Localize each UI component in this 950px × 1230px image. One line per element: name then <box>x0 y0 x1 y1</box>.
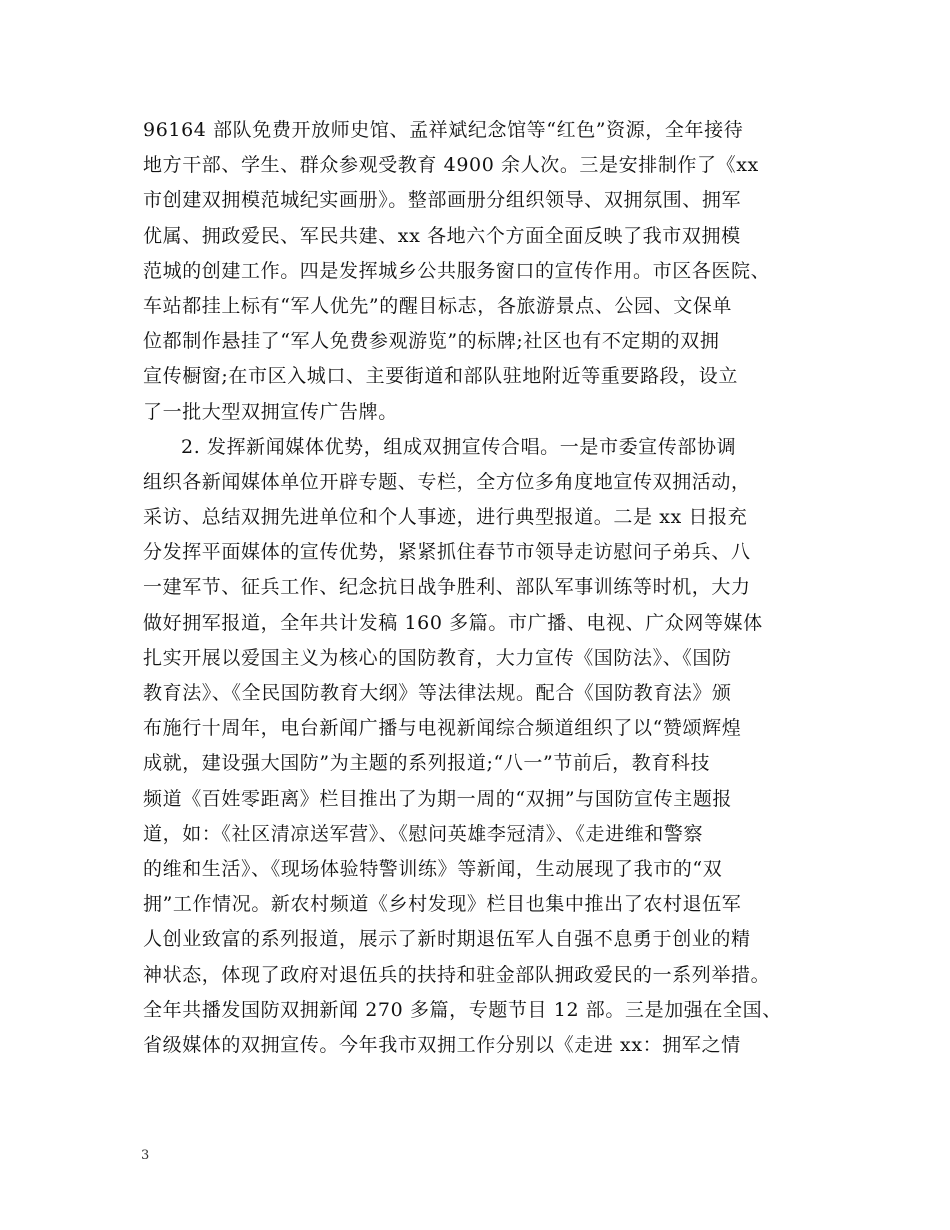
text-line: 拥”工作情况。新农村频道《乡村发现》栏目也集中推出了农村退伍军 <box>143 893 742 916</box>
text-line: 道，如：《社区清凉送军营》、《慰问英雄李冠清》、《走进维和警察 <box>143 822 704 845</box>
text-line: 成就，建设强大国防”为主题的系列报道;“八一”节前后，教育科技 <box>143 752 711 775</box>
text-line: 了一批大型双拥宣传广告牌。 <box>143 400 398 423</box>
text-line: 扎实开展以爱国主义为核心的国防教育，大力宣传《国防法》、《国防 <box>143 646 732 669</box>
text-line: 车站都挂上标有“军人优先”的醒目标志，各旅游景点、公园、文保单 <box>143 294 733 317</box>
text-line: 位都制作悬挂了“军人免费参观游览”的标牌;社区也有不定期的双拥 <box>143 330 720 353</box>
paragraph-heading-line: 2. 发挥新闻媒体优势，组成双拥宣传合唱。一是市委宣传部协调 <box>181 435 737 458</box>
text-line: 一建军节、征兵工作、纪念抗日战争胜利、部队军事训练等时机，大力 <box>143 576 751 599</box>
text-line: 人创业致富的系列报道，展示了新时期退伍军人自强不息勇于创业的精 <box>143 928 751 951</box>
text-line: 神状态，体现了政府对退伍兵的扶持和驻金部队拥政爱民的一系列举措。 <box>143 963 771 986</box>
text-line: 宣传橱窗;在市区入城口、主要街道和部队驻地附近等重要路段，设立 <box>143 365 739 388</box>
text-line: 96164 部队免费开放师史馆、孟祥斌纪念馆等“红色”资源，全年接待 <box>143 119 744 141</box>
text-line: 的维和生活》、《现场体验特警训练》等新闻，生动展现了我市的“双 <box>143 857 723 880</box>
body-text <box>143 113 815 1063</box>
text-line: 采访、总结双拥先进单位和个人事迹，进行典型报道。二是 xx 日报充 <box>143 506 748 529</box>
text-line: 做好拥军报道，全年共计发稿 160 多篇。市广播、电视、广众网等媒体 <box>143 611 763 634</box>
text-line: 地方干部、学生、群众参观受教育 4900 余人次。三是安排制作了《xx <box>143 154 759 177</box>
page-number: 3 <box>141 1148 150 1163</box>
text-line: 优属、拥政爱民、军民共建、xx 各地六个方面全面反映了我市双拥模 <box>143 224 741 247</box>
text-line: 分发挥平面媒体的宣传优势，紧紧抓住春节市领导走访慰问子弟兵、八 <box>143 541 751 564</box>
text-line: 组织各新闻媒体单位开辟专题、专栏，全方位多角度地宣传双拥活动， <box>143 470 751 493</box>
text-line: 市创建双拥模范城纪实画册》。整部画册分组织领导、双拥氛围、拥军 <box>143 189 742 212</box>
text-line: 省级媒体的双拥宣传。今年我市双拥工作分别以《走进 xx：拥军之情 <box>143 1033 741 1056</box>
text-line: 范城的创建工作。四是发挥城乡公共服务窗口的宣传作用。市区各医院、 <box>143 259 771 282</box>
text-line: 布施行十周年，电台新闻广播与电视新闻综合频道组织了以“赞颂辉煌 <box>143 717 742 740</box>
text-line: 频道《百姓零距离》栏目推出了为期一周的“双拥”与国防宣传主题报 <box>143 787 733 810</box>
text-line: 教育法》、《全民国防教育大纲》等法律法规。配合《国防教育法》颁 <box>143 682 732 704</box>
text-line: 全年共播发国防双拥新闻 270 多篇，专题节目 12 部。三是加强在全国、 <box>143 998 782 1021</box>
